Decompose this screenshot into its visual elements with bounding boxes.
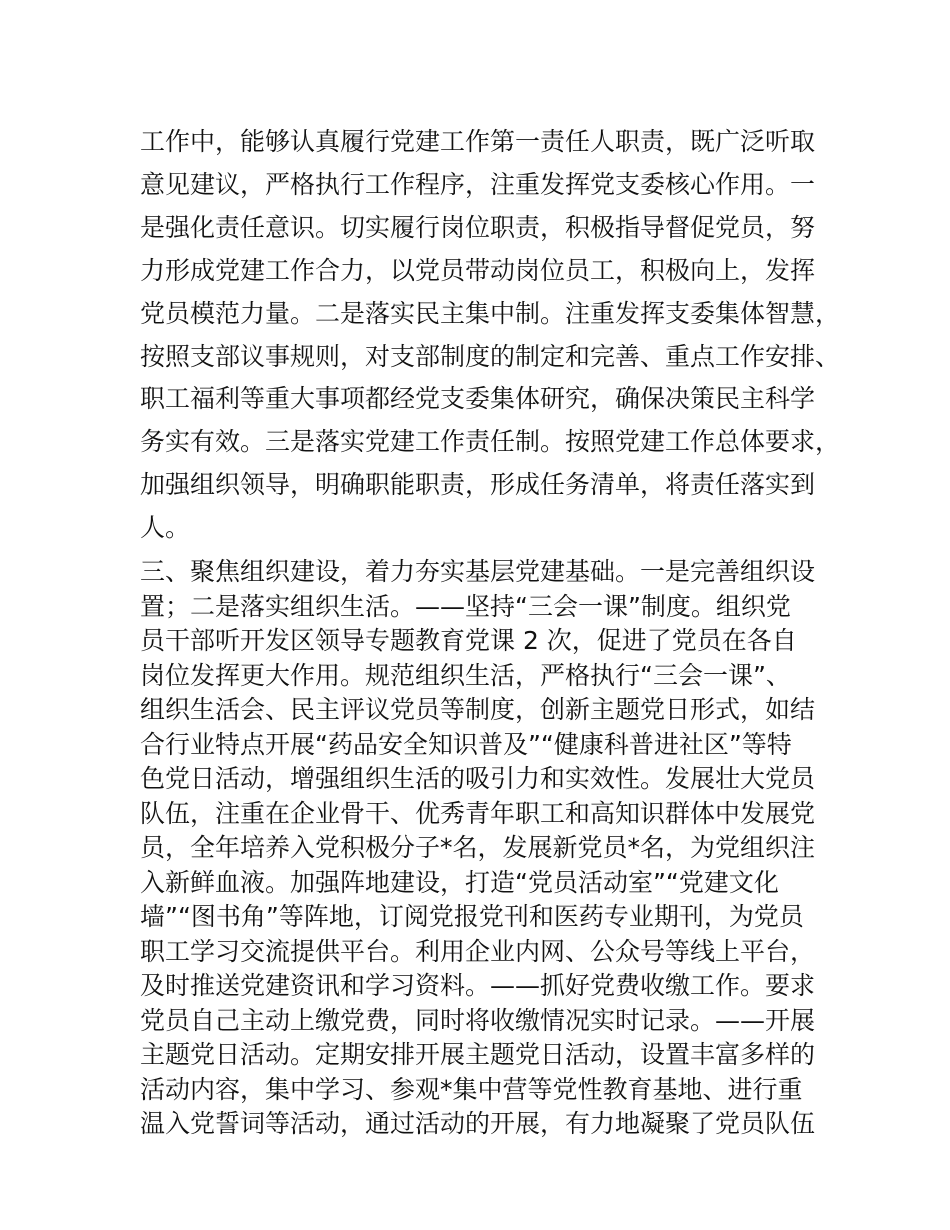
text-line: 党员自己主动上缴党费，同时将收缴情况实时记录。——开展 <box>140 1005 816 1035</box>
text-line: 入新鲜血液。加强阵地建设，打造“党员活动室”“党建文化 <box>140 867 779 897</box>
text-line: 职工福利等重大事项都经党支委集体研究，确保决策民主科学 <box>140 384 816 414</box>
text-line: 党员模范力量。二是落实民主集中制。注重发挥支委集体智慧， <box>140 298 841 328</box>
text-line: 是强化责任意识。切实履行岗位职责，积极指导督促党员，努 <box>140 212 816 242</box>
text-line: 岗位发挥更大作用。规范组织生活，严格执行“三会一课”、 <box>140 660 791 690</box>
text-line: 人。 <box>140 513 191 543</box>
text-line: 工作中，能够认真履行党建工作第一责任人职责，既广泛听取 <box>140 127 816 156</box>
text-line: 力形成党建工作合力，以党员带动岗位员工，积极向上，发挥 <box>140 255 816 285</box>
text-line: 色党日活动，增强组织生活的吸引力和实效性。发展壮大党员 <box>140 764 816 793</box>
text-line: 员干部听开发区领导专题教育党课 2 次，促进了党员在各自 <box>140 626 797 655</box>
text-line: 墙”“图书角”等阵地，订阅党报党刊和医药专业期刊，为党员 <box>140 902 804 931</box>
text-line: 加强组织领导，明确职能职责，形成任务清单，将责任落实到 <box>140 470 816 500</box>
text-line: 主题党日活动。定期安排开展主题党日活动，设置丰富多样的 <box>140 1040 816 1069</box>
text-line: 按照支部议事规则，对支部制度的制定和完善、重点工作安排、 <box>140 341 841 371</box>
text-line: 员，全年培养入党积极分子*名，发展新党员*名，为党组织注 <box>140 833 816 862</box>
text-line: 职工学习交流提供平台。利用企业内网、公众号等线上平台， <box>140 936 816 966</box>
text-line: 合行业特点开展“药品安全知识普及”“健康科普进社区”等特 <box>140 729 792 759</box>
text-line: 活动内容，集中学习、参观*集中营等党性教育基地、进行重 <box>140 1074 803 1104</box>
text-line: 及时推送党建资讯和学习资料。——抓好党费收缴工作。要求 <box>140 971 816 1000</box>
text-line: 务实有效。三是落实党建工作责任制。按照党建工作总体要求， <box>140 427 841 457</box>
text-line: 组织生活会、民主评议党员等制度，创新主题党日形式，如结 <box>140 695 816 724</box>
text-line: 意见建议，严格执行工作程序，注重发挥党支委核心作用。一 <box>140 169 816 199</box>
text-line: 三、聚焦组织建设，着力夯实基层党建基础。一是完善组织设 <box>140 557 816 586</box>
text-line: 置；二是落实组织生活。——坚持“三会一课”制度。组织党 <box>140 591 791 621</box>
text-line: 队伍，注重在企业骨干、优秀青年职工和高知识群体中发展党 <box>140 798 816 828</box>
text-line: 温入党誓词等活动，通过活动的开展，有力地凝聚了党员队伍 <box>140 1109 816 1138</box>
